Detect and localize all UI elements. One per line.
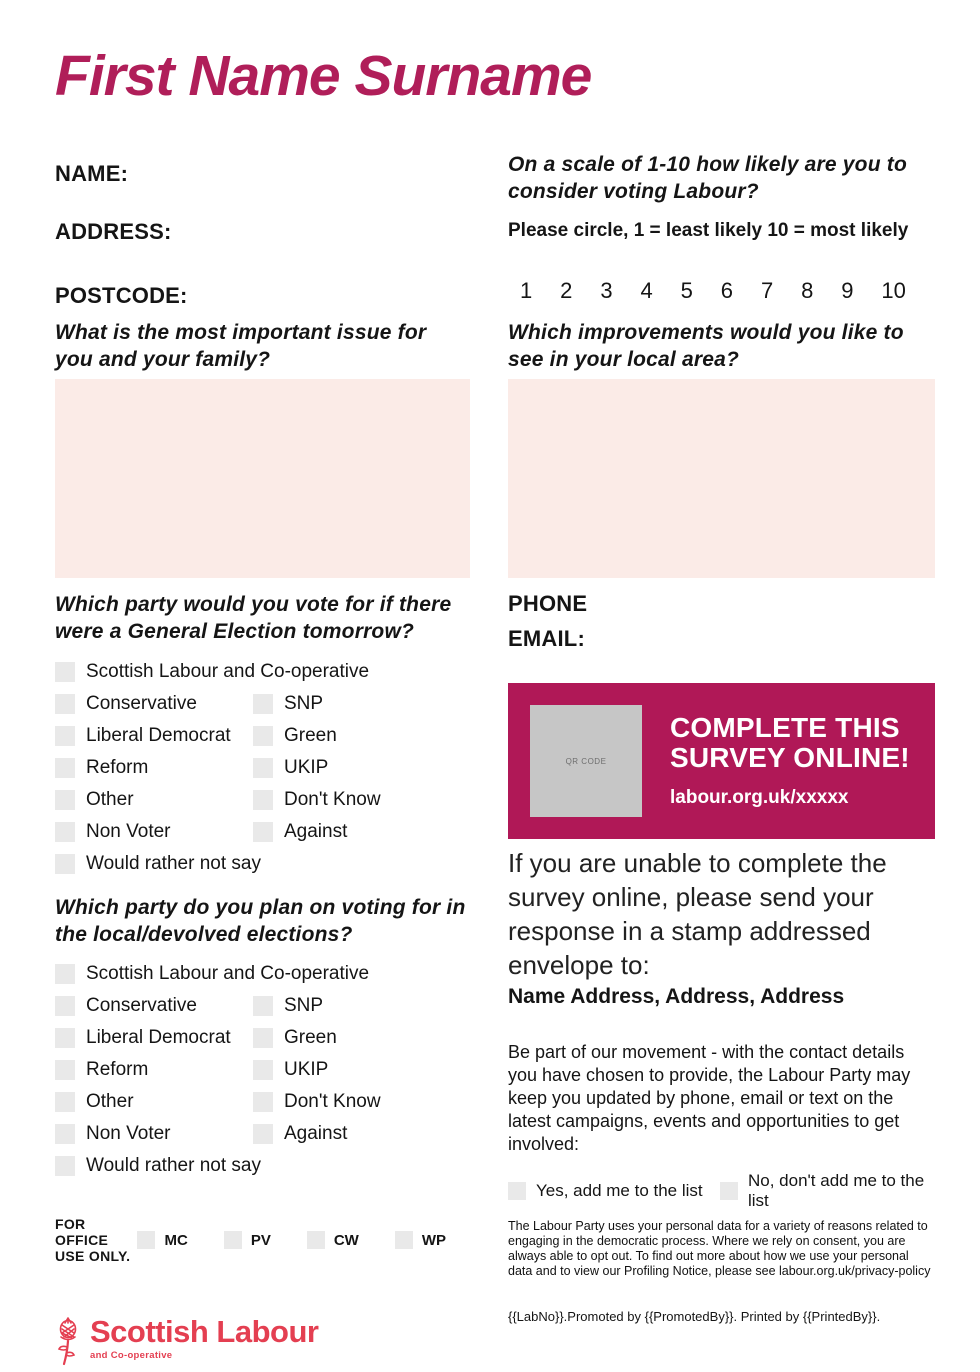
optin-yes-label: Yes, add me to the list xyxy=(536,1181,703,1200)
checkbox-ge-dontknow[interactable] xyxy=(253,790,273,810)
option-row xyxy=(55,656,470,688)
logo-subtext: and Co-operative xyxy=(90,1350,173,1361)
general-election-options xyxy=(55,656,470,880)
checkbox-ge-snp[interactable] xyxy=(253,694,273,714)
left-column xyxy=(55,151,470,1371)
option-label: Against xyxy=(284,1123,348,1144)
checkbox-local-green[interactable] xyxy=(253,1028,273,1048)
option-label: Liberal Democrat xyxy=(86,1027,231,1048)
office-use-codes xyxy=(137,1231,470,1249)
checkbox-ge-libdem[interactable] xyxy=(55,726,75,746)
option-label: Non Voter xyxy=(86,1123,171,1144)
checkbox-ge-conservative[interactable] xyxy=(55,694,75,714)
option-label: Non Voter xyxy=(86,821,171,842)
option-label: SNP xyxy=(284,693,324,714)
checkbox-local-snp[interactable] xyxy=(253,996,273,1016)
option-row xyxy=(55,1054,470,1086)
banner-url[interactable]: labour.org.uk/xxxxx xyxy=(670,786,849,808)
phone-field-label: PHONE xyxy=(508,591,588,616)
option-row xyxy=(55,752,470,784)
checkbox-office-mc[interactable] xyxy=(137,1231,155,1249)
email-field-label: EMAIL: xyxy=(508,626,585,651)
issue-question: What is the most important issue for you and your family? xyxy=(55,321,427,371)
option-label: Other xyxy=(86,789,134,810)
option-row xyxy=(55,1118,470,1150)
option-row xyxy=(55,784,470,816)
option-row xyxy=(55,848,470,880)
option-label: Conservative xyxy=(86,693,197,714)
thistle-icon xyxy=(55,1316,82,1371)
checkbox-local-other[interactable] xyxy=(55,1092,75,1112)
option-row xyxy=(55,1086,470,1118)
checkbox-ge-against[interactable] xyxy=(253,822,273,842)
option-label: Liberal Democrat xyxy=(86,725,231,746)
option-row xyxy=(55,720,470,752)
option-label: UKIP xyxy=(284,757,329,778)
office-code-label: CW xyxy=(333,1231,359,1249)
scale-number-3[interactable]: 3 xyxy=(600,278,613,303)
scale-question: On a scale of 1-10 how likely are you to consider voting Labour? xyxy=(508,153,907,203)
checkbox-local-dontknow[interactable] xyxy=(253,1092,273,1112)
scale-number-2[interactable]: 2 xyxy=(560,278,573,303)
option-row xyxy=(55,990,470,1022)
banner-headline: COMPLETE THIS SURVEY ONLINE! xyxy=(670,712,910,773)
address-field-label: ADDRESS: xyxy=(55,219,172,244)
optin-text: Be part of our movement - with the contact details you have chosen to provide, the Labour Party may keep you updated by phone, email or text on the latest campaigns, events and opportunities to get involved: xyxy=(508,1042,911,1154)
option-label: Reform xyxy=(86,757,149,778)
checkbox-local-nonvoter[interactable] xyxy=(55,1124,75,1144)
checkbox-local-ukip[interactable] xyxy=(253,1060,273,1080)
scale-number-1[interactable]: 1 xyxy=(520,278,533,303)
improvements-question: Which improvements would you like to see in your local area? xyxy=(508,321,904,371)
option-label: Conservative xyxy=(86,995,197,1016)
checkbox-local-rathernotsay[interactable] xyxy=(55,1156,75,1176)
postcode-field-label: POSTCODE: xyxy=(55,283,188,308)
optin-no-label: No, don't add me to the list xyxy=(748,1171,925,1210)
checkbox-local-against[interactable] xyxy=(253,1124,273,1144)
checkbox-local-conservative[interactable] xyxy=(55,996,75,1016)
scale-number-10[interactable]: 10 xyxy=(881,278,906,303)
privacy-notice: The Labour Party uses your personal data for a variety of reasons related to engaging in the democratic process. Where we rely on consent, you are always able to opt out. To find out more about how we use your personal data and to view our Profiling Notice, please see labour.org.uk/privacy-policy xyxy=(508,1219,931,1278)
option-row xyxy=(55,1022,470,1054)
scale-1-to-10 xyxy=(508,278,918,304)
option-label: Scottish Labour and Co-operative xyxy=(86,661,370,682)
checkbox-office-cw[interactable] xyxy=(307,1231,325,1249)
improvements-answer-box[interactable] xyxy=(508,379,935,578)
checkbox-optin-no[interactable] xyxy=(720,1182,738,1200)
checkbox-optin-yes[interactable] xyxy=(508,1182,526,1200)
option-label: Don't Know xyxy=(284,789,381,810)
option-label: Scottish Labour and Co-operative xyxy=(86,963,370,984)
scale-number-4[interactable]: 4 xyxy=(640,278,653,303)
optin-choices xyxy=(508,1171,935,1211)
mail-instructions: If you are unable to complete the survey online, please send your response in a stamp addressed envelope to: xyxy=(508,848,887,980)
checkbox-ge-other[interactable] xyxy=(55,790,75,810)
checkbox-ge-labour[interactable] xyxy=(55,662,75,682)
office-code-label: PV xyxy=(250,1231,271,1249)
scale-instruction: Please circle, 1 = least likely 10 = most likely xyxy=(508,220,909,241)
office-code-label: MC xyxy=(164,1231,188,1249)
issue-answer-box[interactable] xyxy=(55,379,470,578)
option-row xyxy=(55,688,470,720)
office-code-label: WP xyxy=(421,1231,446,1249)
office-use-label: FOR OFFICE USE ONLY. xyxy=(55,1216,131,1264)
logo-name: Scottish Labour xyxy=(90,1314,319,1349)
qr-code-label: QR CODE xyxy=(565,756,607,766)
local-election-question: Which party do you plan on voting for in the local/devolved elections? xyxy=(55,896,466,946)
checkbox-ge-rathernotsay[interactable] xyxy=(55,854,75,874)
scale-number-5[interactable]: 5 xyxy=(680,278,693,303)
survey-online-banner xyxy=(508,683,935,839)
two-column-layout xyxy=(0,151,980,1371)
checkbox-ge-reform[interactable] xyxy=(55,758,75,778)
option-label: Other xyxy=(86,1091,134,1112)
general-election-question: Which party would you vote for if there were a General Election tomorrow? xyxy=(55,593,452,643)
scale-number-6[interactable]: 6 xyxy=(720,278,734,303)
option-label: Green xyxy=(284,725,337,746)
option-row xyxy=(55,1150,470,1182)
imprint-line: {{LabNo}}.Promoted by {{PromotedBy}}. Printed by {{PrintedBy}}. xyxy=(508,1309,881,1324)
option-label: Would rather not say xyxy=(86,853,261,874)
option-row xyxy=(55,816,470,848)
option-label: Reform xyxy=(86,1059,149,1080)
option-label: SNP xyxy=(284,995,324,1016)
scale-number-7[interactable]: 7 xyxy=(760,278,774,303)
scottish-labour-logo xyxy=(55,1316,470,1371)
checkbox-local-libdem[interactable] xyxy=(55,1028,75,1048)
name-field-label: NAME: xyxy=(55,161,129,186)
checkbox-office-wp[interactable] xyxy=(395,1231,413,1249)
option-label: Would rather not say xyxy=(86,1155,261,1176)
checkbox-ge-ukip[interactable] xyxy=(253,758,273,778)
page-title: First Name Surname xyxy=(55,44,592,108)
option-label: Against xyxy=(284,821,348,842)
checkbox-ge-green[interactable] xyxy=(253,726,273,746)
scale-number-8[interactable]: 8 xyxy=(801,278,814,303)
checkbox-local-reform[interactable] xyxy=(55,1060,75,1080)
office-use-section xyxy=(55,1216,470,1264)
option-label: Green xyxy=(284,1027,337,1048)
checkbox-local-labour[interactable] xyxy=(55,964,75,984)
option-label: UKIP xyxy=(284,1059,329,1080)
qr-code-placeholder xyxy=(530,705,642,817)
checkbox-office-pv[interactable] xyxy=(224,1231,242,1249)
option-row xyxy=(55,958,470,990)
local-election-options xyxy=(55,958,470,1182)
right-column xyxy=(508,151,935,1371)
option-label: Don't Know xyxy=(284,1091,381,1112)
scale-number-9[interactable]: 9 xyxy=(841,278,854,303)
mail-address: Name Address, Address, Address xyxy=(508,985,845,1008)
checkbox-ge-nonvoter[interactable] xyxy=(55,822,75,842)
